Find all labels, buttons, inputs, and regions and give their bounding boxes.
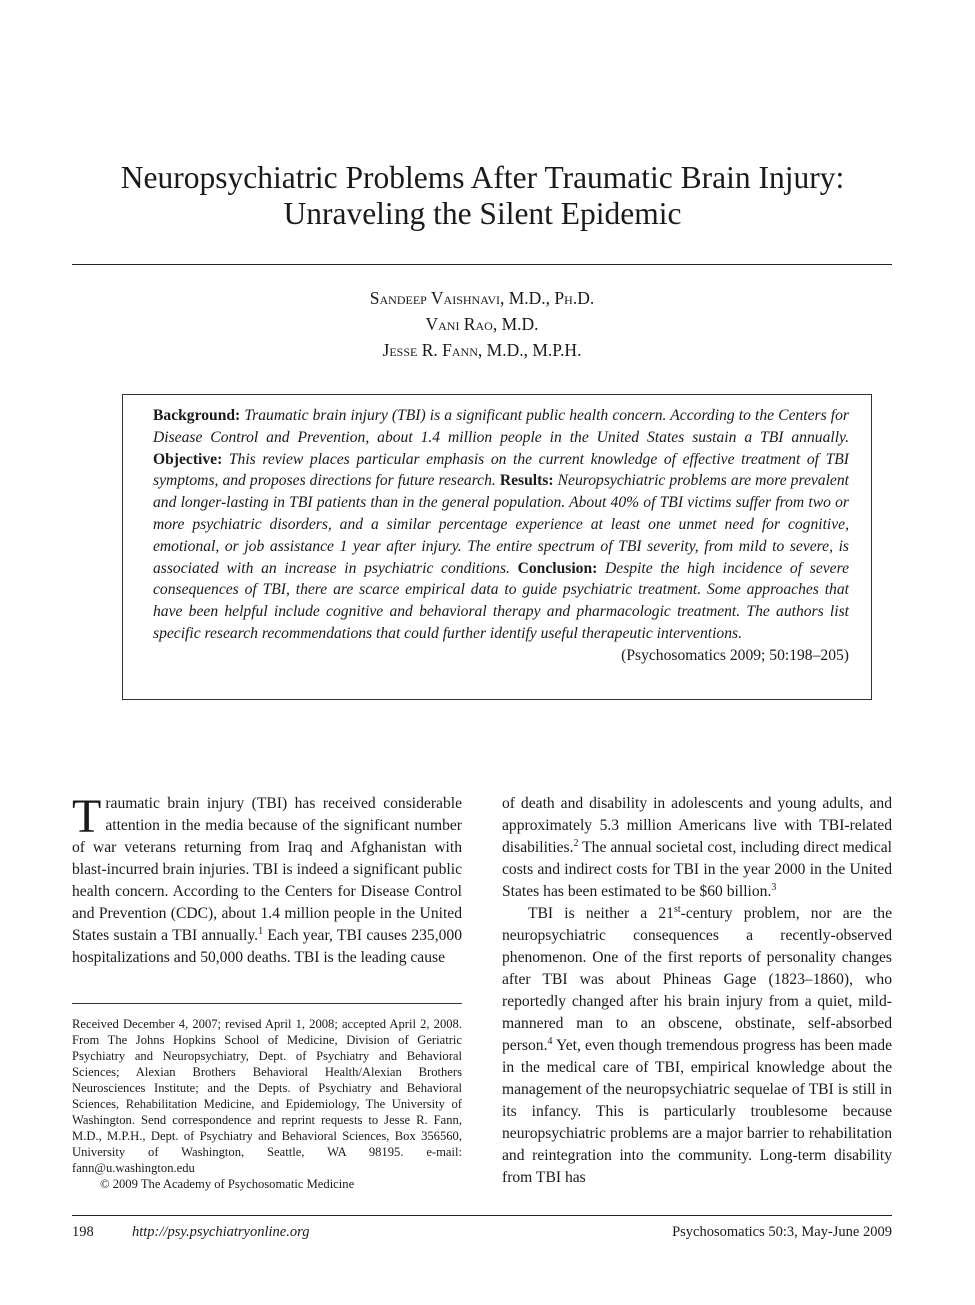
abstract-objective-label: Objective: [153, 450, 223, 468]
journal-citation: Psychosomatics 50:3, May-June 2009 [672, 1224, 892, 1240]
reference-3: 3 [771, 881, 777, 893]
author-1: Sandeep Vaishnavi, M.D., Ph.D. [369, 288, 595, 308]
abstract-conclusion-text: Despite the high incidence of severe consequences of TBI, there are scarce empirical data to guide psychiatric treatment. Some approaches that have been helpful include cognitive and behavioral therapy and pharmacologic treatment. The authors list specific research recommendations that could further identify useful therapeutic interventions. [153, 559, 849, 642]
reference-1: 1 [258, 925, 264, 937]
author-list [72, 285, 892, 363]
footnote-divider [72, 1003, 462, 1004]
reference-2: 2 [573, 837, 579, 849]
history-text-2: -century problem, nor are the neuropsychiatric consequences a recently-observed phenomenon. One of the first reports of personality changes after TBI was about Phineas Gage (1823–1860), who reportedly changed after his brain injury from a quiet, mild-mannered man to an obscene, obstinate, self-absorbed person. [502, 905, 892, 1054]
intro-paragraph [72, 790, 462, 969]
body-column-right [502, 793, 892, 1189]
title-line-1: Neuropsychiatric Problems After Traumatic Brain Injury: [120, 160, 845, 195]
author-2: Vani Rao, M.D. [425, 314, 539, 334]
drop-cap: T [72, 790, 102, 843]
abstract-background-label: Background: [153, 407, 241, 424]
footer-divider [72, 1215, 892, 1216]
intro-text-2: Each year, TBI causes 235,000 hospitalizations and 50,000 deaths. TBI is the leading cause [72, 927, 462, 966]
abstract-background-text: Traumatic brain injury (TBI) is a significant public health concern. According to the Centers for Disease Control and Prevention, about 1.4 million people in the United States sustain a TBI annually. [153, 407, 850, 446]
page-number: 198 [72, 1224, 94, 1240]
abstract-results-text: Neuropsychiatric problems are more prevalent and longer-lasting in TBI patients than in the general population. About 40% of TBI victims suffer from two or more psychiatric disorders, and a similar percentage experience at least one unmet need for cognitive, emotional, or job assistance 1 year after injury. The entire spectrum of TBI severity, from mild to severe, is associated with an increase in psychiatric conditions. [153, 472, 849, 577]
footnote-text: Received December 4, 2007; revised April 1, 2008; accepted April 2, 2008. From The Johns Hopkins School of Medicine, Division of Geriatric Psychiatry and Neuropsychiatry, Dept. of Psychiatry and Behavioral Sciences; Alexian Brothers Behavioral Health/Alexian Brothers Neurosciences Institute; and the Depts. of Psychiatry and Behavioral Sciences, Rehabilitation Medicine, and Epidemiology, The University of Washington. Send correspondence and reprint requests to Jesse R. Fann, M.D., M.P.H., Dept. of Psychiatry and Behavioral Sciences, Box 356560, University of Washington, Seattle, WA 98195. e-mail: fann@u.washington.edu [72, 1017, 462, 1175]
history-text-1: TBI is neither a 21 [528, 905, 674, 922]
abstract-conclusion-label: Conclusion: [517, 559, 598, 577]
abstract-box [122, 394, 872, 700]
abstract-citation: (Psychosomatics 2009; 50:198–205) [621, 646, 849, 664]
journal-url-link[interactable]: http://psy.psychiatryonline.org [132, 1224, 310, 1240]
copyright-notice: © 2009 The Academy of Psychosomatic Medicine [100, 1177, 355, 1191]
continued-text-2: The annual societal cost, including direct medical costs and indirect costs for TBI in the year 2000 in the United States has been estimated to be $60 billion. [502, 839, 892, 900]
ordinal-suffix: st [673, 903, 681, 915]
abstract-results-label: Results: [499, 472, 554, 490]
history-text-3: Yet, even though tremendous progress has been made in the medical care of TBI, empirical knowledge about the management of the neuropsychiatric sequelae of TBI is still in its infancy. This is particularly troublesome because neuropsychiatric problems are a major barrier to rehabilitation and reintegration into the community. Long-term disability from TBI has [502, 1037, 892, 1186]
continued-text-1: of death and disability in adolescents and young adults, and approximately 5.3 million Americans live with TBI-related disabilities. [502, 795, 892, 856]
title-line-2: Unraveling the Silent Epidemic [283, 196, 682, 231]
article-title [60, 160, 905, 232]
abstract-objective-text: This review places particular emphasis on the current knowledge of effective treatment of TBI symptoms, and proposes directions for future research. [153, 450, 849, 490]
title-divider [72, 264, 892, 265]
footnote [72, 1016, 462, 1192]
body-column-left [72, 790, 462, 969]
reference-4: 4 [547, 1035, 553, 1047]
continued-paragraph [502, 793, 892, 903]
intro-text-1: raumatic brain injury (TBI) has received considerable attention in the media because of the significant number of war veterans returning from Iraq and Afghanistan with blast-incurred brain injuries. TBI is indeed a significant public health concern. According to the Centers for Disease Control and Prevention (CDC), about 1.4 million people in the United States sustain a TBI annually. [72, 795, 462, 944]
history-paragraph [502, 903, 892, 1189]
author-3: Jesse R. Fann, M.D., M.P.H. [382, 340, 582, 360]
